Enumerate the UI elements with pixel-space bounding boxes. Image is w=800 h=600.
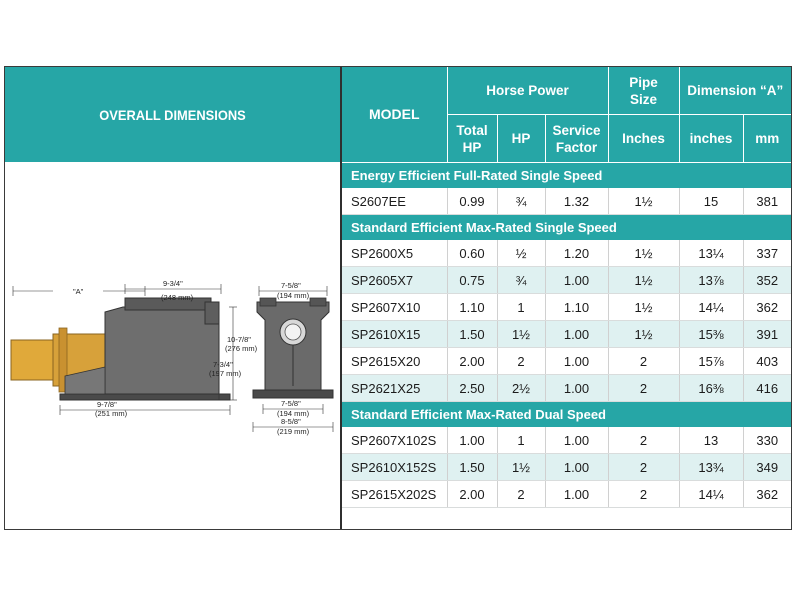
cell-hp: 1½: [497, 454, 545, 481]
cell-pipe-inches: 1½: [608, 294, 679, 321]
cell-model: SP2607X10: [342, 294, 447, 321]
cell-total-hp: 1.50: [447, 454, 497, 481]
cell-pipe-inches: 2: [608, 348, 679, 375]
cell-model: SP2621X25: [342, 375, 447, 402]
cell-hp: 1: [497, 427, 545, 454]
end-outlet-bore: [285, 324, 301, 340]
cell-service-factor: 1.32: [545, 188, 608, 215]
cell-service-factor: 1.00: [545, 375, 608, 402]
table-row: [342, 454, 791, 481]
dim-end-foot-width-mm: (219 mm): [277, 427, 310, 436]
cell-hp: 1½: [497, 321, 545, 348]
dim-height-inlet-mm: (197 mm): [209, 369, 242, 378]
dim-end-top-width-mm: (194 mm): [277, 291, 310, 300]
cell-total-hp: 2.00: [447, 481, 497, 508]
service-factor-label: Service Factor: [552, 122, 601, 155]
cell-hp: ½: [497, 240, 545, 267]
pump-spec-table: [342, 67, 791, 508]
section-standard-dual-speed: [342, 402, 791, 428]
dim-base-length-mm: (251 mm): [95, 409, 128, 418]
col-header-horse-power: Horse Power: [447, 67, 608, 115]
col-header-hp: HP: [497, 115, 545, 163]
cell-service-factor: 1.00: [545, 348, 608, 375]
pump-end-view: [253, 298, 333, 398]
cell-service-factor: 1.00: [545, 481, 608, 508]
cell-dim-mm: 349: [743, 454, 791, 481]
cell-dim-inches: 13: [679, 427, 743, 454]
cell-model: SP2607X102S: [342, 427, 447, 454]
dim-end-base-width: 7-5/8": [281, 399, 301, 408]
cell-hp: ¾: [497, 267, 545, 294]
dimension-diagram-panel: [5, 162, 340, 529]
dim-top-width-mm: (248 mm): [161, 293, 194, 302]
cell-pipe-inches: 1½: [608, 267, 679, 294]
col-header-pipe-size: [608, 67, 679, 115]
table-row: [342, 321, 791, 348]
dim-end-foot-width: 8-5/8": [281, 417, 301, 426]
cell-dim-mm: 330: [743, 427, 791, 454]
cell-dim-inches: 13¼: [679, 240, 743, 267]
cell-model: SP2610X15: [342, 321, 447, 348]
cell-total-hp: 2.00: [447, 348, 497, 375]
cell-hp: 2½: [497, 375, 545, 402]
cell-dim-mm: 381: [743, 188, 791, 215]
cell-hp: ¾: [497, 188, 545, 215]
cell-model: SP2600X5: [342, 240, 447, 267]
cell-model: SP2615X20: [342, 348, 447, 375]
inlet-port: [205, 302, 219, 324]
table-row: [342, 294, 791, 321]
cell-total-hp: 1.50: [447, 321, 497, 348]
cell-dim-inches: 16⅜: [679, 375, 743, 402]
cell-hp: 1: [497, 294, 545, 321]
cell-dim-inches: 15: [679, 188, 743, 215]
cell-pipe-inches: 2: [608, 481, 679, 508]
cell-total-hp: 0.75: [447, 267, 497, 294]
motor-end-cap: [11, 340, 53, 380]
cell-dim-mm: 403: [743, 348, 791, 375]
end-lid-left: [260, 298, 276, 306]
overall-dimensions-header: [5, 67, 340, 162]
col-header-total-hp: [447, 115, 497, 163]
cell-total-hp: 0.60: [447, 240, 497, 267]
cell-total-hp: 0.99: [447, 188, 497, 215]
cell-pipe-inches: 2: [608, 427, 679, 454]
col-header-mm: mm: [743, 115, 791, 163]
cell-service-factor: 1.00: [545, 427, 608, 454]
cell-model: SP2615X202S: [342, 481, 447, 508]
dim-height-inlet: 7-3/4": [213, 360, 233, 369]
cell-dim-inches: 13⅞: [679, 267, 743, 294]
cell-model: S2607EE: [342, 188, 447, 215]
table-row: [342, 188, 791, 215]
spec-sheet: [4, 66, 792, 530]
section-energy-efficient: [342, 163, 791, 189]
cell-total-hp: 1.00: [447, 427, 497, 454]
cell-model: SP2610X152S: [342, 454, 447, 481]
cell-dim-mm: 352: [743, 267, 791, 294]
overall-dimensions-title: OVERALL DIMENSIONS: [18, 67, 326, 162]
end-lid-right: [310, 298, 326, 306]
cell-hp: 2: [497, 481, 545, 508]
table-row: [342, 375, 791, 402]
col-header-pipe-inches: Inches: [608, 115, 679, 163]
dim-top-width: 9-3/4": [163, 279, 183, 288]
cell-dim-inches: 15⅞: [679, 348, 743, 375]
cell-total-hp: 2.50: [447, 375, 497, 402]
cell-service-factor: 1.00: [545, 267, 608, 294]
cell-dim-inches: 15⅜: [679, 321, 743, 348]
table-row: [342, 267, 791, 294]
total-hp-label: Total HP: [456, 122, 488, 155]
pump-housing: [105, 307, 219, 394]
cell-dim-inches: 14¼: [679, 294, 743, 321]
pump-base: [60, 394, 230, 400]
table-row: [342, 427, 791, 454]
pump-dimension-diagram: [5, 162, 340, 529]
cell-dim-mm: 362: [743, 481, 791, 508]
cell-dim-inches: 14¼: [679, 481, 743, 508]
cell-dim-mm: 337: [743, 240, 791, 267]
cell-pipe-inches: 2: [608, 454, 679, 481]
cell-hp: 2: [497, 348, 545, 375]
cell-pipe-inches: 1½: [608, 188, 679, 215]
pipe-size-label: Pipe Size: [629, 74, 658, 107]
dim-end-base-width-mm: (194 mm): [277, 409, 310, 418]
cell-service-factor: 1.20: [545, 240, 608, 267]
cell-pipe-inches: 2: [608, 375, 679, 402]
cell-service-factor: 1.10: [545, 294, 608, 321]
dim-end-top-width: 7-5/8": [281, 281, 301, 290]
cell-dim-mm: 391: [743, 321, 791, 348]
col-header-dim-inches: inches: [679, 115, 743, 163]
section-title: Energy Efficient Full-Rated Single Speed: [342, 163, 791, 189]
dim-a-label: "A": [73, 287, 84, 296]
table-row: [342, 348, 791, 375]
dim-base-length: 9-7/8": [97, 400, 117, 409]
header-row-1: [342, 67, 791, 115]
col-header-dimension-a: Dimension “A”: [679, 67, 791, 115]
table-row: [342, 481, 791, 508]
cell-pipe-inches: 1½: [608, 240, 679, 267]
table-row: [342, 240, 791, 267]
pump-side-view: [11, 298, 230, 400]
section-standard-single-speed: [342, 215, 791, 241]
cell-pipe-inches: 1½: [608, 321, 679, 348]
dim-height-total: 10-7/8": [227, 335, 251, 344]
cell-service-factor: 1.00: [545, 454, 608, 481]
cell-dim-mm: 416: [743, 375, 791, 402]
cell-dim-inches: 13¾: [679, 454, 743, 481]
cell-model: SP2605X7: [342, 267, 447, 294]
dim-height-total-mm: (276 mm): [225, 344, 258, 353]
cell-total-hp: 1.10: [447, 294, 497, 321]
col-header-service-factor: [545, 115, 608, 163]
section-title: Standard Efficient Max-Rated Dual Speed: [342, 402, 791, 428]
cell-dim-mm: 362: [743, 294, 791, 321]
cell-service-factor: 1.00: [545, 321, 608, 348]
section-title: Standard Efficient Max-Rated Single Speed: [342, 215, 791, 241]
end-base: [253, 390, 333, 398]
col-header-model: MODEL: [342, 67, 447, 163]
